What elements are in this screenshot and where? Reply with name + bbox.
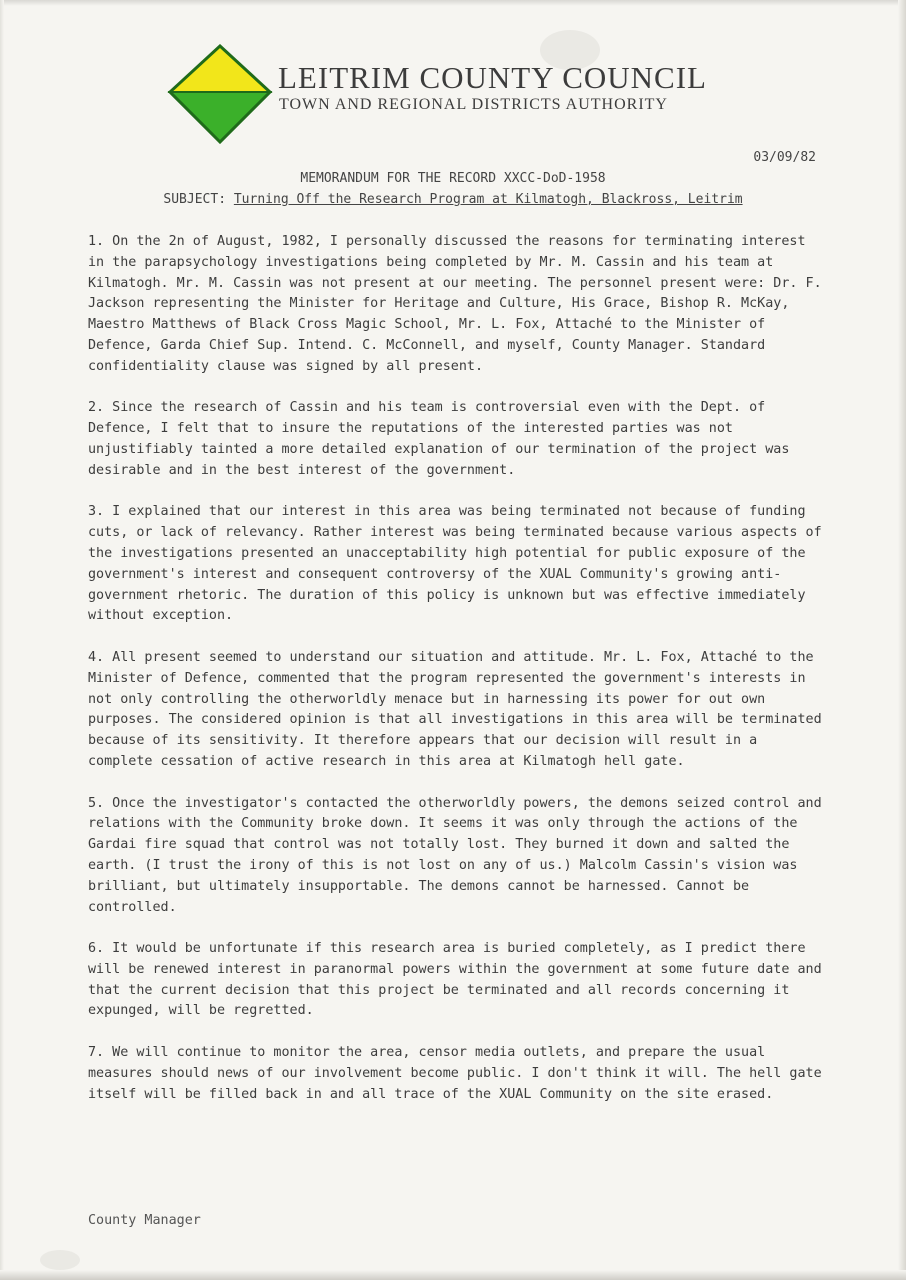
- memo-paragraph-6: 6. It would be unfortunate if this research area is buried completely, as I predict there will be renewed interest in paranormal powers within the government at some future date and that the current decision that this project be terminated and all records concerning it expunged, will be regretted.: [88, 941, 822, 1019]
- subject-text: Turning Off the Research Program at Kilmatogh, Blackross, Leitrim: [233, 192, 743, 207]
- council-subtitle: TOWN AND REGIONAL DISTRICTS AUTHORITY: [279, 96, 668, 113]
- council-name: LEITRIM COUNTY COUNCIL: [278, 60, 707, 95]
- memo-paragraph-3: 3. I explained that our interest in this area was being terminated not because of funding cuts, or lack of relevancy. Rather interest was being terminated because various aspects of the investigations presented an unacceptability high potential for public exposure of the government's interest and consequent controversy of the XUAL Community's growing anti-government rhetoric. The duration of this policy is unknown but was effective immediately without exception.: [88, 504, 822, 624]
- signature: County Manager: [88, 1213, 201, 1228]
- memo-body: [88, 232, 828, 1126]
- subject-label: SUBJECT:: [163, 192, 227, 207]
- memo-paragraph-7: 7. We will continue to monitor the area, censor media outlets, and prepare the usual measures should news of our involvement become public. I don't think it will. The hell gate itself will be filled back in and all trace of the XUAL Community on the site erased.: [88, 1045, 822, 1102]
- paper-edge-bottom: [0, 1270, 906, 1280]
- memo-title: MEMORANDUM FOR THE RECORD XXCC-DoD-1958: [300, 171, 606, 186]
- memo-subject: [0, 192, 906, 207]
- memo-paragraph-1: 1. On the 2n of August, 1982, I personally discussed the reasons for terminating interest in the parapsychology investigations being completed by Mr. M. Cassin and his team at Kilmatogh. Mr. M. Cassin was not present at our meeting. The personnel present were: Dr. F. Jackson representing the Minister for Heritage and Culture, His Grace, Bishop R. McKay, Maestro Matthews of Black Cross Magic School, Mr. L. Fox, Attaché to the Minister of Defence, Garda Chief Sup. Intend. C. McConnell, and myself, County Manager. Standard confidentiality clause was signed by all present.: [88, 234, 822, 374]
- memo-paragraph-4: 4. All present seemed to understand our situation and attitude. Mr. L. Fox, Attaché to the Minister of Defence, commented that the program represented the government's interests in not only controlling the otherworldly menace but in harnessing its power for out own purposes. The considered opinion is that all investigations in this area will be terminated because of its sensitivity. It therefore appears that our decision will result in a complete cessation of active research in this area at Kilmatogh hell gate.: [88, 649, 822, 769]
- paper-edge-top: [0, 0, 906, 6]
- memo-paragraph-5: 5. Once the investigator's contacted the otherworldly powers, the demons seized control and relations with the Community broke down. It seems it was only through the actions of the Gardai fire squad that control was not totally lost. They burned it down and salted the earth. (I trust the irony of this is not lost on any of us.) Malcolm Cassin's vision was brilliant, but ultimately insupportable. The demons cannot be harnessed. Cannot be controlled.: [88, 795, 822, 915]
- paper-stain: [40, 1250, 80, 1270]
- council-logo-icon: [166, 44, 274, 144]
- memo-date: 03/09/82: [753, 150, 816, 165]
- memo-paragraph-2: 2. Since the research of Cassin and his team is controversial even with the Dept. of Defence, I felt that to insure the reputations of the interested parties was not unjustifiably tainted a more detailed explanation of our termination of the project was desirable and in the best interest of the government.: [88, 400, 790, 478]
